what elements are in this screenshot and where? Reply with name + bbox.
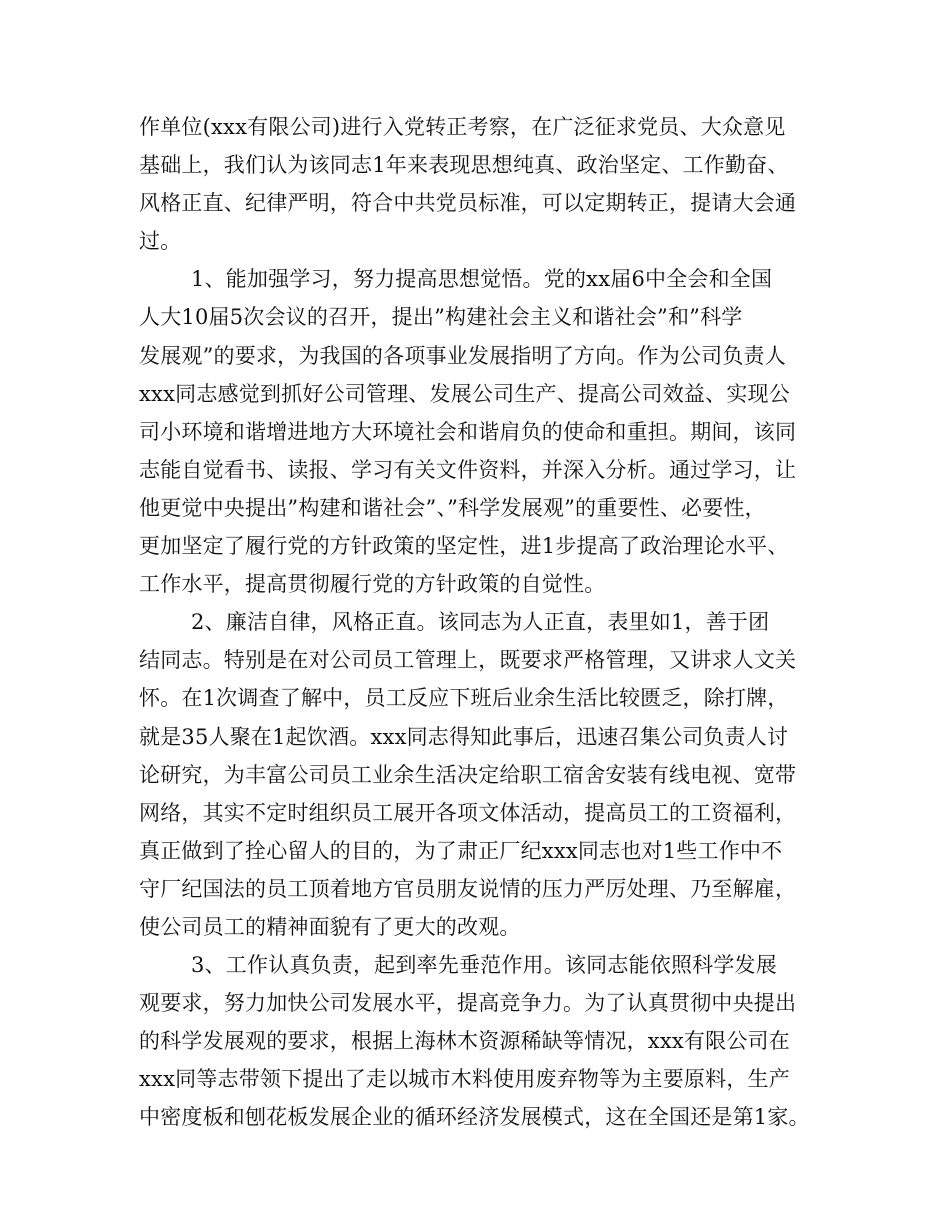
text-line: 真正做到了拴心留人的目的，为了肃正厂纪xxx同志也对1些工作中不 [139,838,783,863]
text-line: xxx同等志带领下提出了走以城市木料使用废弃物等为主要原料，生产 [139,1067,790,1092]
text-line: 观要求，努力加快公司发展水平，提高竞争力。为了认真贯彻中央提出 [139,991,797,1016]
text-line: 发展观”的要求，为我国的各项事业发展指明了方向。作为公司负责人 [139,343,786,368]
text-line: 志能自觉看书、读报、学习有关文件资料，并深入分析。通过学习，让 [139,457,797,482]
text-line: 使公司员工的精神面貌有了更大的改观。 [139,914,521,939]
text-line: 的科学发展观的要求，根据上海林木资源稀缺等情况，xxx有限公司在 [139,1029,790,1054]
text-line: 网络，其实不定时组织员工展开各项文体活动，提高员工的工资福利， [139,800,797,825]
text-line: 守厂纪国法的员工顶着地方官员朋友说情的压力严厉处理、乃至解雇， [139,876,797,901]
text-line: 人大10届5次会议的召开，提出”构建社会主义和谐社会”和”科学 [139,305,743,330]
text-line: 更加坚定了履行党的方针政策的坚定性，进1步提高了政治理论水平、 [139,534,789,559]
text-line: 司小环境和谐增进地方大环境社会和谐肩负的使命和重担。期间，该同 [139,419,797,444]
text-line: 工作水平，提高贯彻履行党的方针政策的自觉性。 [139,572,606,597]
text-line: 论研究，为丰富公司员工业余生活决定给职工宿舍安装有线电视、宽带 [139,762,797,787]
paragraph-2-first-line: 2、廉洁自律，风格正直。该同志为人正直，表里如1，善于团 [191,610,770,635]
paragraph-3-first-line: 3、工作认真负责，起到率先垂范作用。该同志能依照科学发展 [191,953,777,978]
text-line: xxx同志感觉到抓好公司管理、发展公司生产、提高公司效益、实现公 [139,381,790,406]
document-body [139,108,839,1137]
text-line: 就是35人聚在1起饮酒。xxx同志得知此事后，迅速召集公司负责人讨 [139,724,789,749]
text-line: 怀。在1次调查了解中，员工反应下班后业余生活比较匮乏，除打牌， [139,686,789,711]
paragraph-1-first-line: 1、能加强学习，努力提高思想觉悟。党的xx届6中全会和全国 [191,267,773,292]
text-line: 中密度板和刨花板发展企业的循环经济发展模式，这在全国还是第1家。 [139,1105,810,1130]
text-line: 风格正直、纪律严明，符合中共党员标准，可以定期转正，提请大会通 [139,191,797,216]
text-line: 结同志。特别是在对公司员工管理上，既要求严格管理，又讲求人文关 [139,648,797,673]
text-line: 过。 [139,229,182,254]
text-line: 基础上，我们认为该同志1年来表现思想纯真、政治坚定、工作勤奋、 [139,153,789,178]
text-line: 他更觉中央提出”构建和谐社会”、”科学发展观”的重要性、必要性， [139,495,766,520]
text-line: 作单位(xxx有限公司)进行入党转正考察，在广泛征求党员、大众意见 [139,115,786,139]
